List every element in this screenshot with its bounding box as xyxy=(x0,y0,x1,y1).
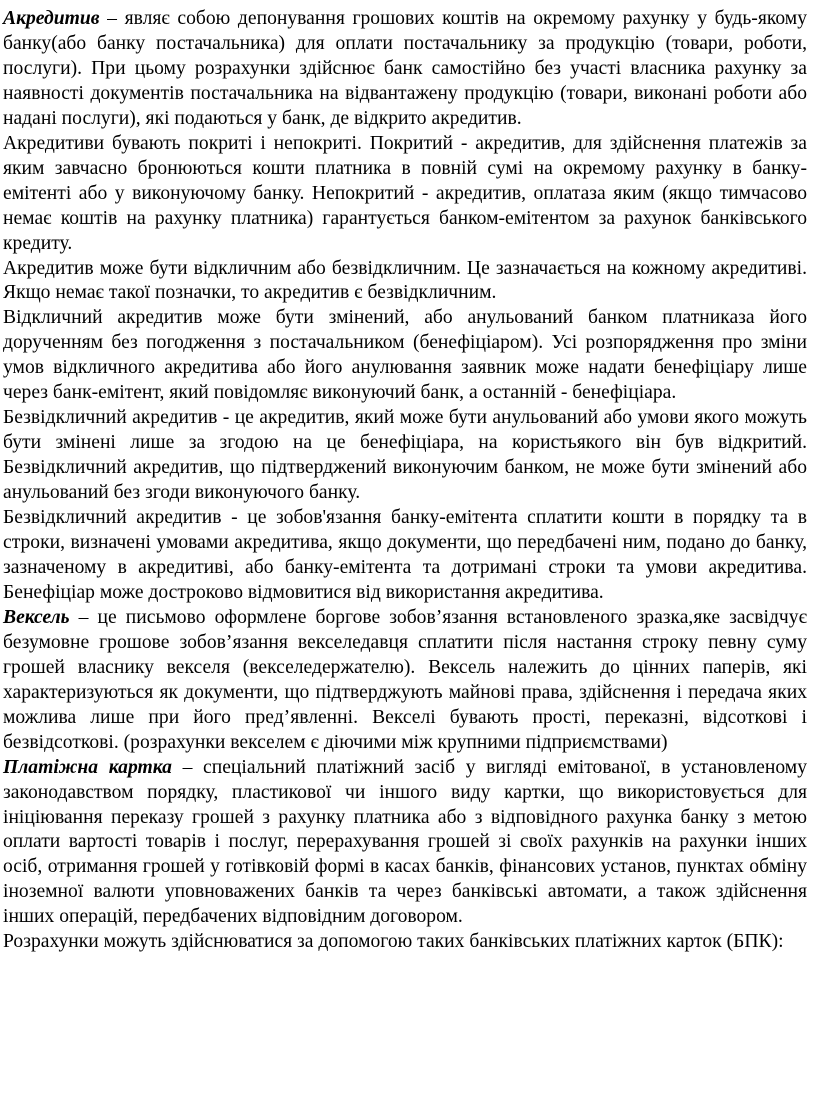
paragraph-text: Акредитиви бувають покриті і непокриті. Покритий - акредитив, для здійснення платежів за яким завчасно бронюються кошти платника в повній сумі на окремому рахунку в банку-емітенті або у виконуючому банку. Непокритий - акредитив, оплатаза яким (якщо тимчасово немає коштів на рахунку платника) гарантується банком-емітентом за рахунок банківського кредиту. xyxy=(3,132,807,254)
paragraph-letter-of-credit-definition xyxy=(3,7,807,132)
paragraph-text: Відкличний акредитив може бути змінений, або анульований банком платниказа його дорученням без погодження з постачальником (бенефіціаром). Усі розпорядження про зміни умов відкличного акредитива або його анулювання заявник може надати бенефіціару лише через банк-емітент, який повідомляє виконуючий банк, а останній - бенефіціара. xyxy=(3,307,807,404)
paragraph-revocable xyxy=(3,306,807,406)
paragraph-text: Розрахунки можуть здійснюватися за допомогою таких банківських платіжних карток (БПК): xyxy=(3,931,784,953)
paragraph-payment-card xyxy=(3,756,807,931)
paragraph-text: Безвідкличний акредитив - це акредитив, який може бути анульований або умови якого можуть бути змінені лише за згодою на це бенефіціара, на користьякого він був відкритий. Безвідкличний акредитив, що підтверджений виконуючим банком, не може бути змінений або анульований без згоди виконуючого банку. xyxy=(3,407,807,504)
paragraph-text: – спеціальний платіжний засіб у вигляді емітованої, в установленому законодавством порядку, пластикової чи іншого виду картки, що використовується для ініціювання переказу грошей з рахунку платника або з відповідного рахунка банку з метою оплати вартості товарів і послуг, перерахування грошей зі своїх рахунків на рахунки інших осіб, отримання грошей у готівковій формі в касах банків, фінансових установ, пунктах обміну іноземної валюти уповноважених банків та через банківські автомати, а також здійснення інших операцій, передбачених відповідним договором. xyxy=(3,756,807,928)
paragraph-bill-of-exchange xyxy=(3,606,807,756)
term-payment-card: Платіжна картка xyxy=(3,756,172,778)
term-bill-of-exchange: Вексель xyxy=(3,606,70,628)
term-letter-of-credit: Акредитив xyxy=(3,8,100,29)
paragraph-bank-payment-cards xyxy=(3,930,807,955)
paragraph-text: – це письмово оформлене боргове зобов’язання встановленого зразка,яке засвідчує безумовне грошове зобов’язання векселедавця сплатити після настання строку певну суму грошей власнику векселя (векселедержателю). Вексель належить до цінних паперів, які характеризуються як документи, що підтверджують майнові права, здійснення і передача яких можлива лише при його пред’явленні. Векселі бувають прості, переказні, відсоткові і безвідсоткові. (розрахунки векселем є діючими між крупними підприємствами) xyxy=(3,606,807,753)
paragraph-revocable-irrevocable xyxy=(3,257,807,307)
paragraph-text: Безвідкличний акредитив - це зобов'язання банку-емітента сплатити кошти в порядку та в строки, визначені умовами акредитива, якщо документи, що передбачені ним, подано до банку, зазначеному в акредитиві, або банку-емітента та дотримані строки та умови акредитива. Бенефіціар може достроково відмовитися від використання акредитива. xyxy=(3,507,807,603)
paragraph-irrevocable xyxy=(3,406,807,506)
paragraph-irrevocable-obligation xyxy=(3,506,807,606)
paragraph-text: Акредитив може бути відкличним або безвідкличним. Це зазначається на кожному акредитиві. Якщо немає такої позначки, то акредитив є безвідкличним. xyxy=(3,257,807,304)
paragraph-covered-uncovered xyxy=(3,132,807,257)
paragraph-text: – являє собою депонування грошових коштів на окремому рахунку у будь-якому банку(або банку постачальника) для оплати постачальнику за продукцію (товари, роботи, послуги). При цьому розрахунки здійснює банк самостійно без участі власника рахунку за наявності документів постачальника на відвантажену продукцію (товари, виконані роботи або надані послуги), які подаються у банк, де відкрито акредитив. xyxy=(3,8,807,129)
